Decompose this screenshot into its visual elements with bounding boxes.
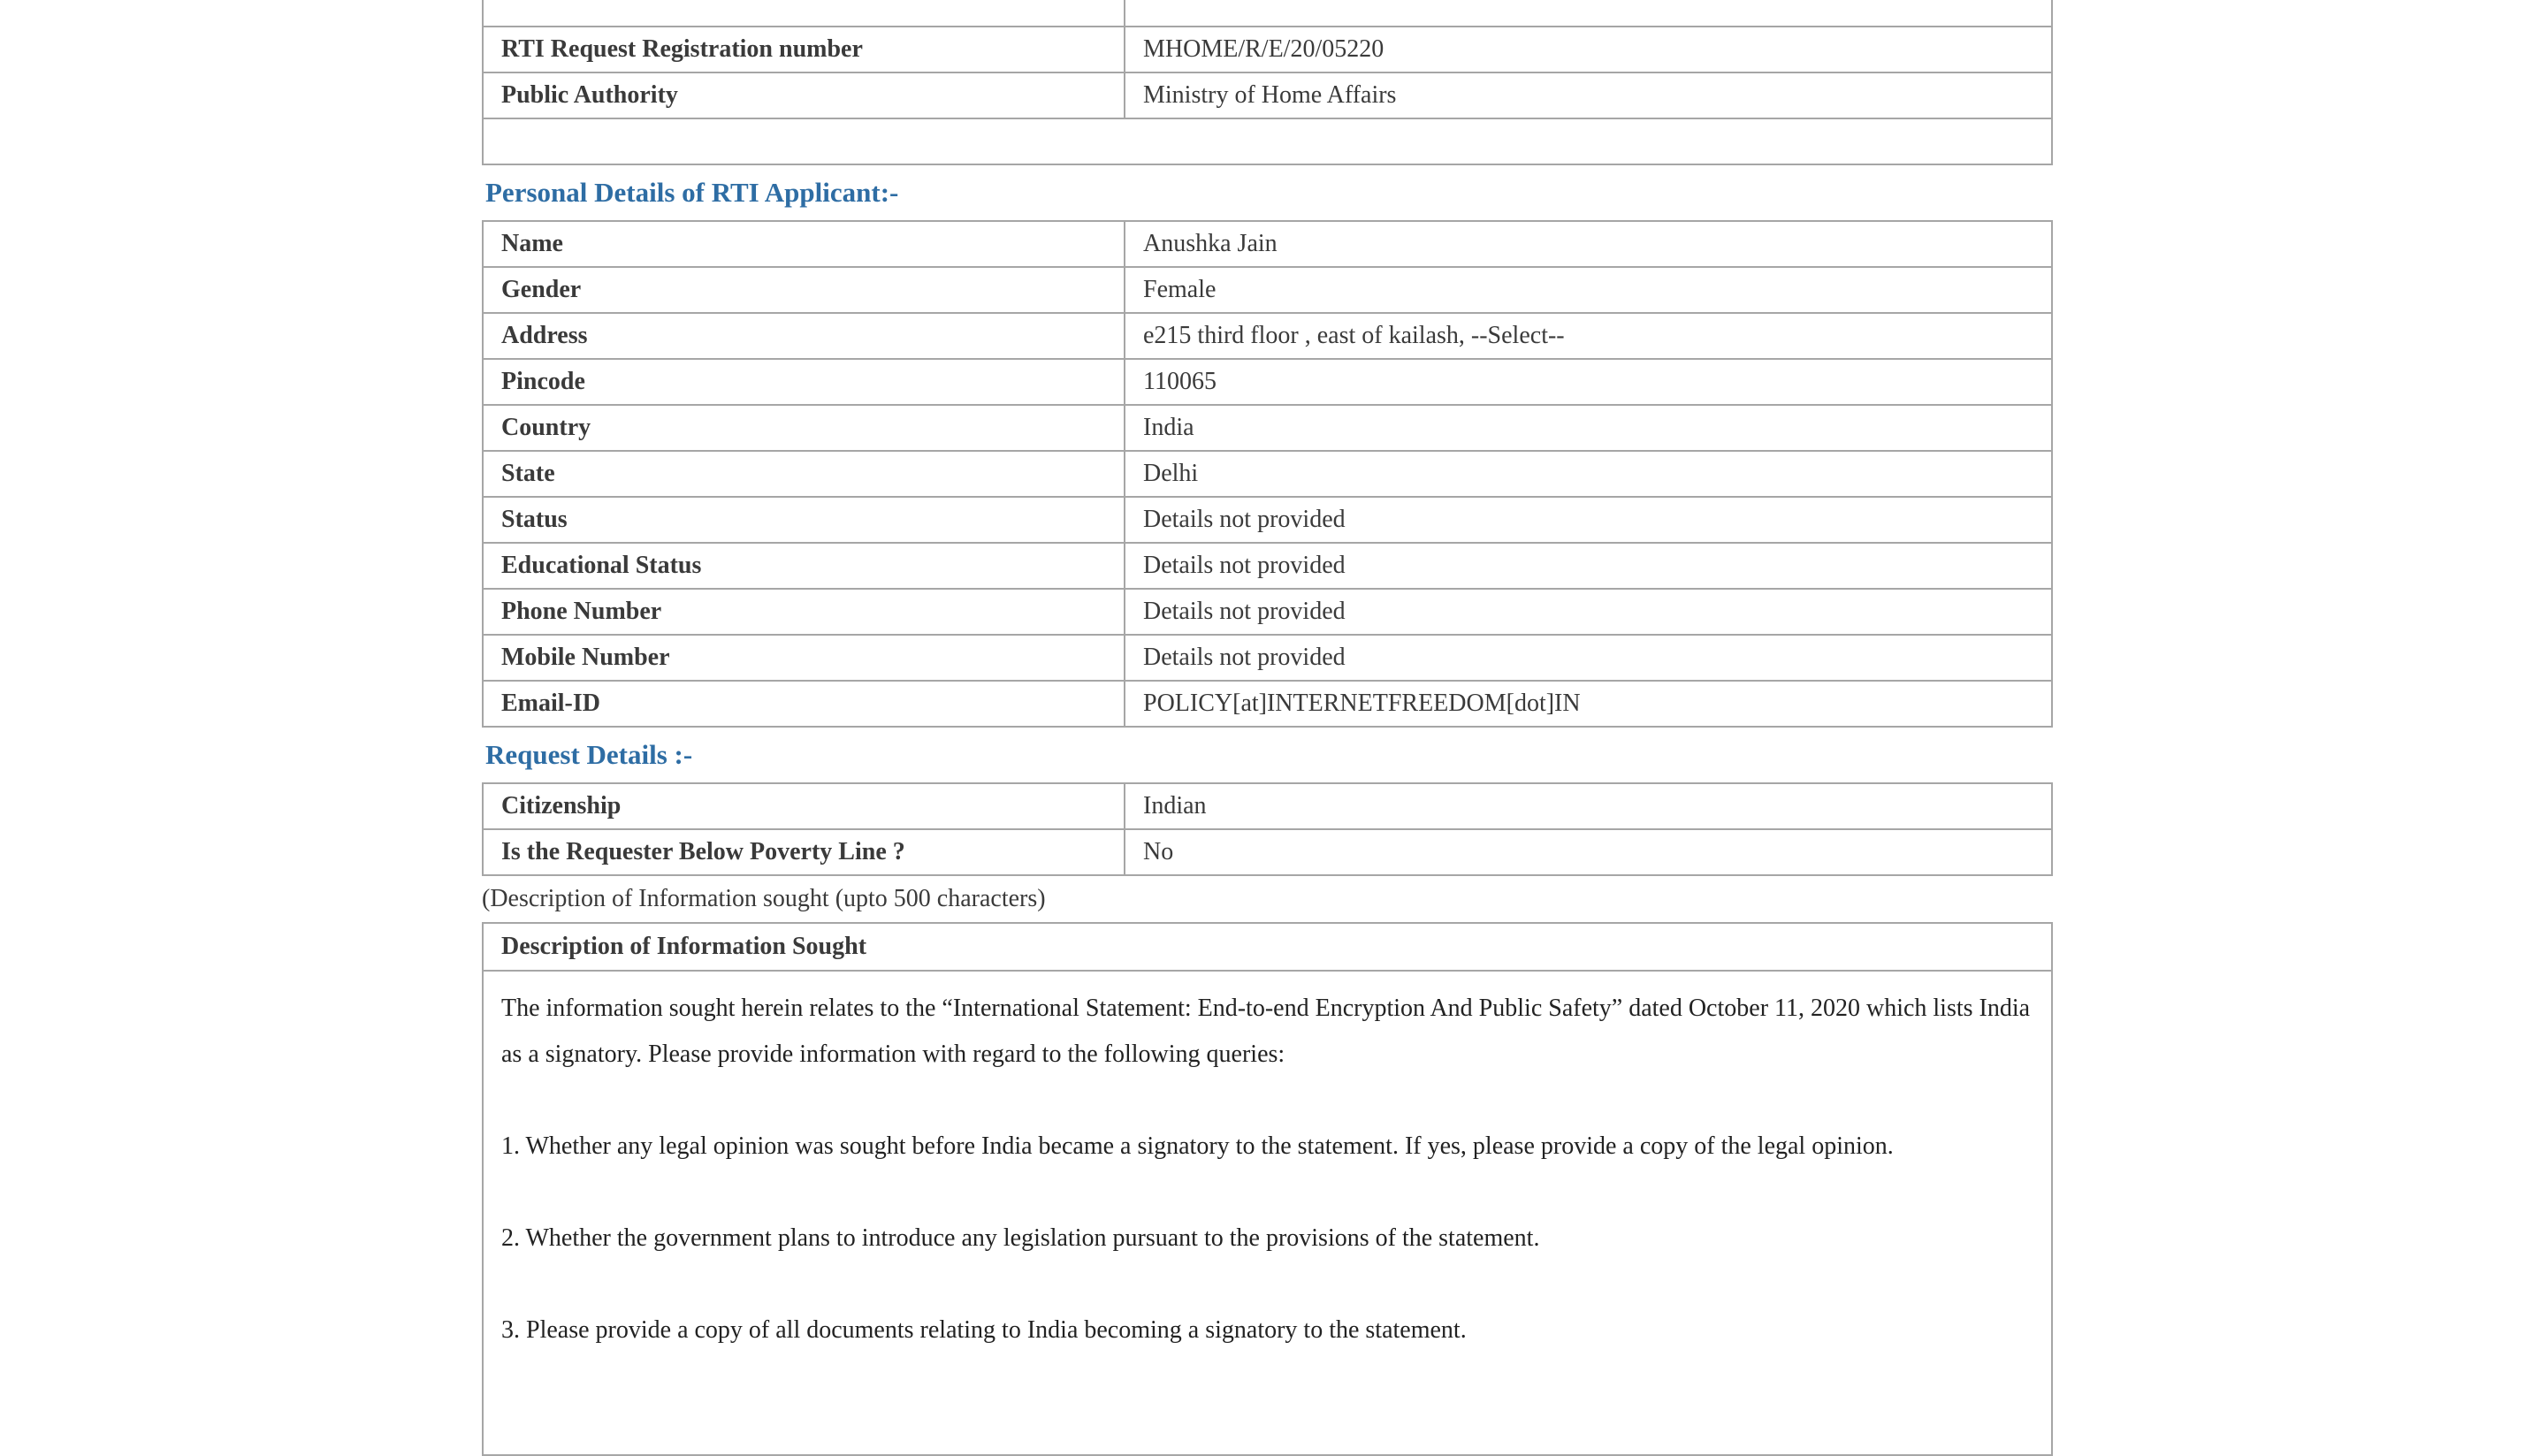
table-row: [483, 829, 2052, 875]
rti-request-details: [482, 0, 2053, 1456]
table-row: [483, 681, 2052, 727]
email-id-value: POLICY[at]INTERNETFREEDOM[dot]IN: [1125, 681, 2052, 727]
public-authority-label: Public Authority: [483, 72, 1125, 118]
personal-details-heading: Personal Details of RTI Applicant:-: [485, 177, 899, 208]
description-box: [482, 922, 2053, 1456]
table-row: [483, 313, 2052, 359]
citizenship-value: Indian: [1125, 783, 2052, 829]
state-value: Delhi: [1125, 451, 2052, 497]
table-row: [483, 635, 2052, 681]
request-details-table: [482, 782, 2053, 876]
registration-table: [482, 0, 2053, 165]
table-row: [483, 72, 2052, 118]
public-authority-value: Ministry of Home Affairs: [1125, 72, 2052, 118]
description-paragraph: 3. Please provide a copy of all documents relating to India becoming a signatory to the statement.: [501, 1316, 1467, 1344]
pincode-value: 110065: [1125, 359, 2052, 405]
description-body: [484, 972, 2051, 1454]
citizenship-label: Citizenship: [483, 783, 1125, 829]
table-row: [483, 267, 2052, 313]
table-row: [483, 221, 2052, 267]
pincode-label: Pincode: [483, 359, 1125, 405]
table-row: [483, 783, 2052, 829]
description-heading: Description of Information Sought: [484, 924, 2051, 972]
educational-status-value: Details not provided: [1125, 543, 2052, 589]
address-label: Address: [483, 313, 1125, 359]
table-row: [483, 589, 2052, 635]
address-value: e215 third floor , east of kailash, --Select--: [1125, 313, 2052, 359]
gender-label: Gender: [483, 267, 1125, 313]
description-paragraph: 2. Whether the government plans to introduce any legislation pursuant to the provisions of the statement.: [501, 1224, 1540, 1252]
request-details-heading: Request Details :-: [485, 739, 693, 770]
table-row: [483, 27, 2052, 72]
phone-number-value: Details not provided: [1125, 589, 2052, 635]
bpl-value: No: [1125, 829, 2052, 875]
name-value: Anushka Jain: [1125, 221, 2052, 267]
state-label: State: [483, 451, 1125, 497]
registration-number-value: MHOME/R/E/20/05220: [1125, 27, 2052, 72]
country-value: India: [1125, 405, 2052, 451]
name-label: Name: [483, 221, 1125, 267]
personal-details-table: [482, 220, 2053, 728]
mobile-number-value: Details not provided: [1125, 635, 2052, 681]
gender-value: Female: [1125, 267, 2052, 313]
email-id-label: Email-ID: [483, 681, 1125, 727]
registration-number-label: RTI Request Registration number: [483, 27, 1125, 72]
mobile-number-label: Mobile Number: [483, 635, 1125, 681]
bpl-label: Is the Requester Below Poverty Line ?: [483, 829, 1125, 875]
description-caption: (Description of Information sought (upto 500 characters): [482, 885, 1046, 912]
description-paragraph: 1. Whether any legal opinion was sought before India became a signatory to the statement. If yes, please provide a copy of the legal opinion.: [501, 1132, 1894, 1160]
phone-number-label: Phone Number: [483, 589, 1125, 635]
status-label: Status: [483, 497, 1125, 543]
country-label: Country: [483, 405, 1125, 451]
table-row: [483, 543, 2052, 589]
table-row: [483, 451, 2052, 497]
table-row: [483, 359, 2052, 405]
table-row: [483, 118, 2052, 164]
table-row: [483, 497, 2052, 543]
educational-status-label: Educational Status: [483, 543, 1125, 589]
status-value: Details not provided: [1125, 497, 2052, 543]
description-paragraph: The information sought herein relates to the “International Statement: End-to-end Encryption And Public Safety” dated October 11, 2020 which lists India as a signatory. Please provide information with regard to the following queries:: [501, 995, 2031, 1068]
table-row: [483, 0, 2052, 27]
table-row: [483, 405, 2052, 451]
